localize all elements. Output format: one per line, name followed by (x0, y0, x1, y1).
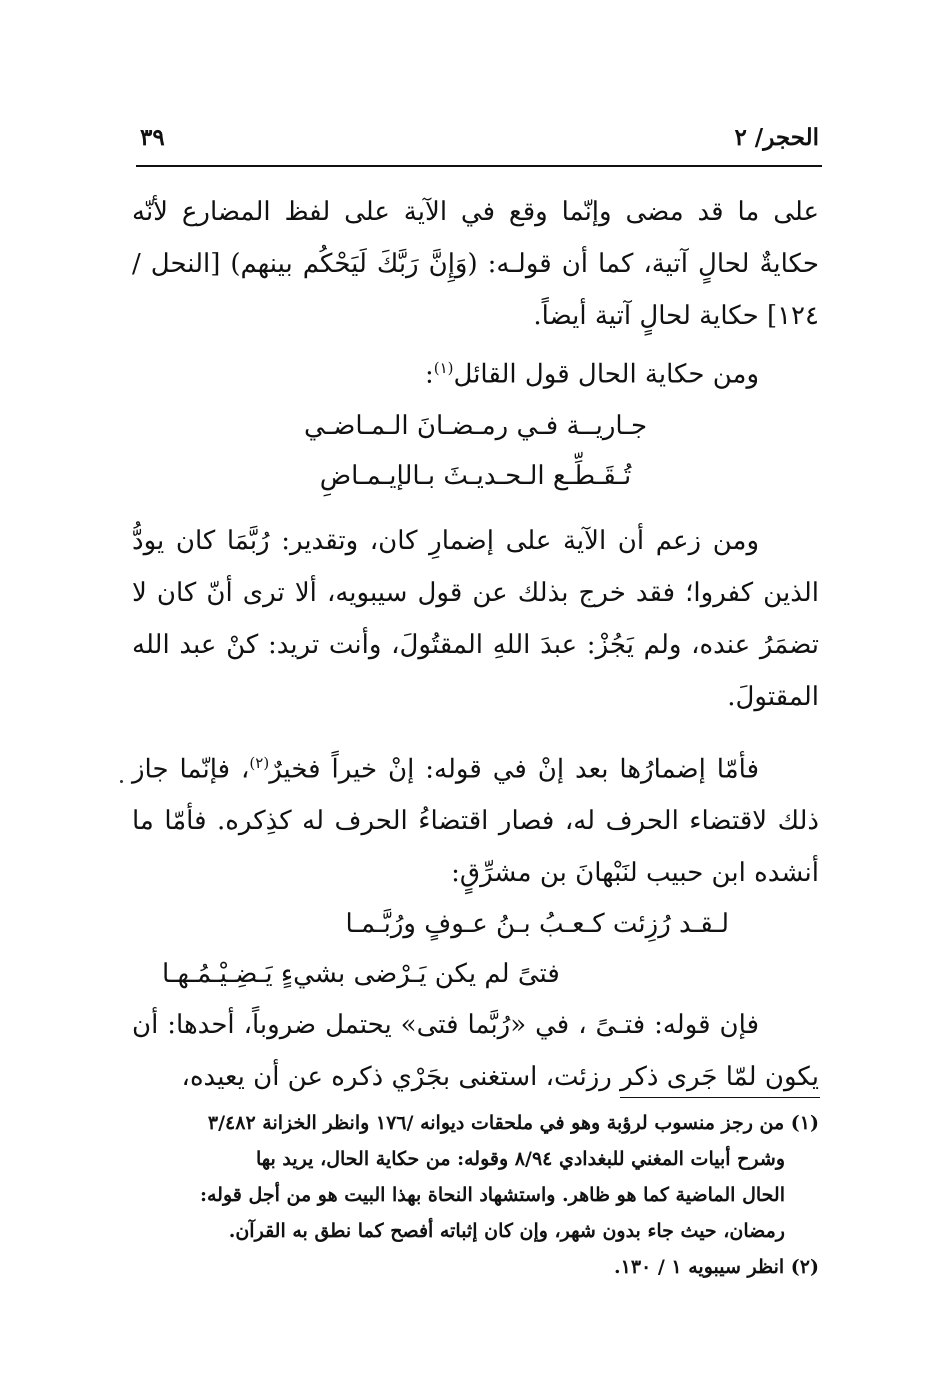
paragraph-4-start: فأمّا إضمارُها بعد إنْ في قوله: إنْ خيراً فخيرٌ (269, 754, 760, 785)
paragraph-3: ومن زعم أن الآية على إضمارِ كان، وتقدير: رُبَّمَا كان يودُّ الذين كفروا؛ فقد خرج بذلك عن قول سيبويه، ألا ترى أنّ كان لا تضمَرُ عنده، ولم يَجُزْ: عبدَ اللهِ المقتُولَ، وأنت تريد: كنْ عبد الله المقتولَ. (132, 525, 819, 712)
footnote-1-line-1: (١) من رجز منسوب لرؤبة وهو في ملحقات ديوانه /١٧٦ وانظر الخزانة ٣/٤٨٢ (207, 1112, 819, 1134)
running-head: الحجر/ ٢ (734, 124, 819, 151)
footnote-2: (٢) انظر سيبويه ١ / ١٣٠. (613, 1256, 819, 1278)
paragraph-5: فإن قوله: فتـىً ، في «رُبَّما فتى» يحتمل ضروباً، أحدها: أن يكون لمّا جَرى ذكر رزئت، استغنى بجَرْي ذكره عن أن يعيده، (132, 1010, 819, 1093)
footnotes (132, 1105, 819, 1285)
footnote-ref-2: (٢) (249, 753, 270, 772)
footnote-1-line-2: وشرح أبيات المغني للبغدادي ٨/٩٤ وقوله: من حكاية الحال، يريد بها (255, 1148, 785, 1170)
paragraph-4-end: ، فإنّما جاز ذلك لاقتضاء الحرف له، فصار اقتضاءُ الحرف له كذِكره. فأمّا ما أنشده ابن حبيب لنَبْهانَ بن مشرِّقٍ: (132, 754, 819, 889)
footnote-ref-1: (١) (433, 359, 454, 377)
verse-2-line-2: فتىً لم يكن يَـرْضى بشيءٍ يَـضِـيْـمُـهـا (162, 959, 560, 990)
stray-mark (120, 780, 123, 783)
footnote-1-line-3: الحال الماضية كما هو ظاهر. واستشهاد النحاة بهذا البيت هو من أجل قوله: (199, 1184, 785, 1206)
verse-1-line-2: تُـقَـطِّـع الـحـديـثَ بـالإيـمـاضِ (319, 460, 632, 491)
verse-1-line-1: جـاريــة فـي رمـضـانَ الـمـاضـي (303, 410, 648, 441)
paragraph-2-text: ومن حكاية الحال قول القائل (453, 359, 759, 390)
paragraph-4 (132, 737, 819, 900)
paragraph-1: على ما قد مضى وإنّما وقع في الآية على لفظ المضارع لأنّه حكايةٌ لحالٍ آتية، كما أن قولـه: (وَإِنَّ رَبَّكَ لَيَحْكُم بينهم) [النحل / ١٢٤] حكاية لحالٍ آتية أيضاً. (132, 197, 819, 331)
header-rule (136, 165, 822, 167)
page-header (140, 124, 819, 164)
paragraph-2 (132, 342, 819, 401)
paragraph-2-end: : (424, 359, 434, 390)
footnote-1-line-4: رمضان، حيث جاء بدون شهر، وإن كان إثباته أفصح كما نطق به القرآن. (228, 1220, 785, 1242)
page-number: ٣٩ (140, 124, 165, 151)
verse-2-line-1: لـقـد رُزِئت كـعـبُ بـنُ عـوفٍ ورُبَّـمـا (345, 909, 729, 940)
footnote-rule (620, 1097, 820, 1098)
main-text (132, 186, 819, 1103)
